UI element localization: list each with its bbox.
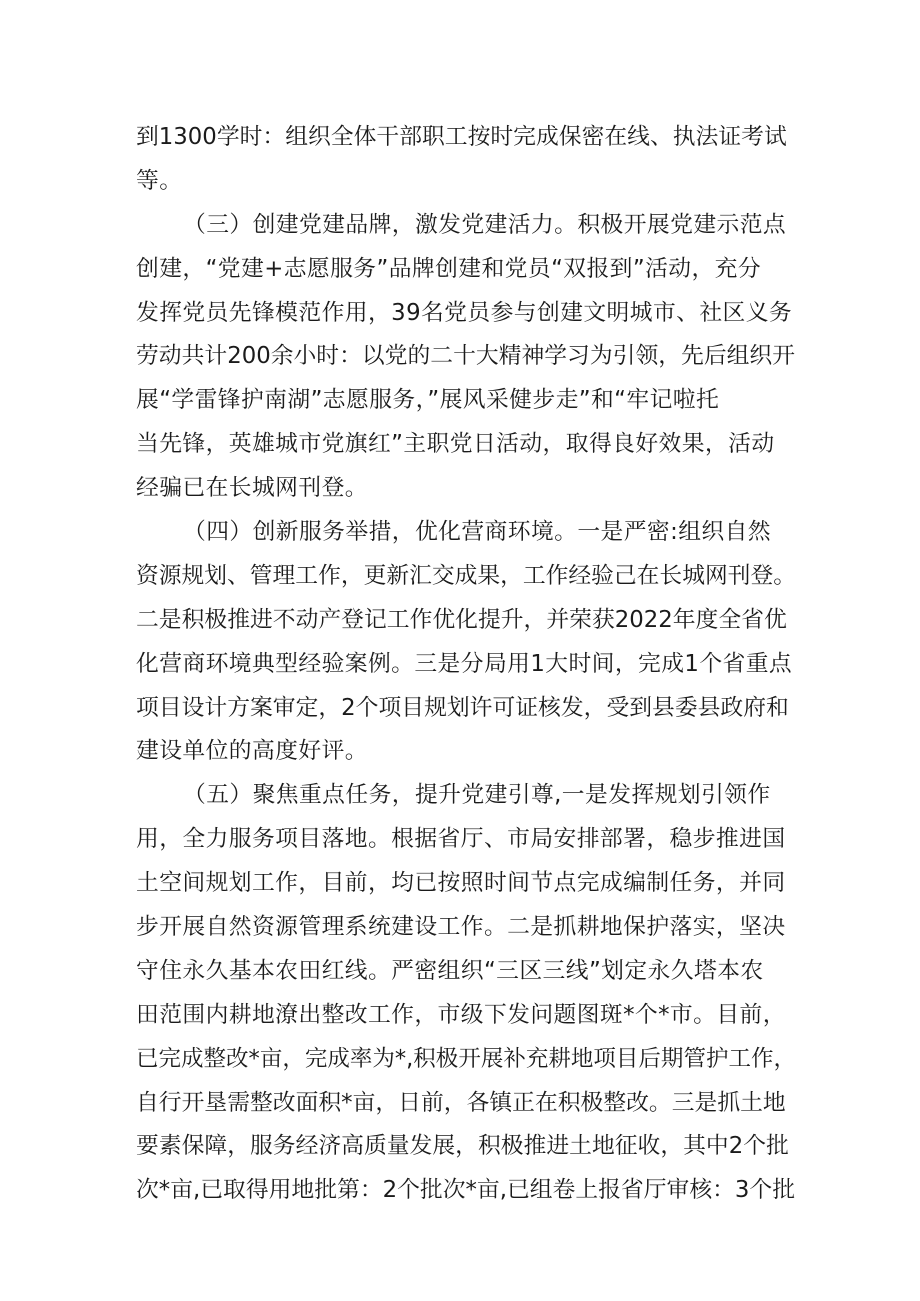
text-line: 创建，“党建+志愿服务”品牌创建和党员“双报到”活动，充分 (136, 255, 762, 282)
section-heading-4: （四）创新服务举措，优化营商环境。一是严密:组织自然 (183, 519, 772, 546)
section-heading-5: （五）聚焦重点任务，提升党建引尊,一是发挥规划引领作 (183, 782, 771, 809)
text-line: 用，全力服务项目落地。根据省厅、市局安排部署，稳步推进国 (136, 826, 786, 853)
text-line: 自行开垦需整改面积*亩，日前，各镇正在积极整改。三是抓土地 (136, 1089, 786, 1116)
text-line: 建设单位的高度好评。 (136, 738, 368, 765)
text-line: 当先锋，英雄城市党旗红”主职党日活动，取得良好效果，活动 (136, 431, 775, 458)
text-line: 化营商环境典型经验案例。三是分局用1大时间，完成1个省重点 (136, 650, 793, 677)
section-heading-3: （三）创建党建品牌，激发党建活力。积极开展党建示范点 (183, 211, 787, 238)
text-line: 已完成整改*亩，完成率为*,积极开展补充耕地项目后期管护工作， (136, 1045, 797, 1072)
text-line: 劳动共计200余小时：以党的二十大精神学习为引领，先后组织开 (136, 343, 796, 370)
text-line: 要素保障，服务经济高质量发展，积极推进土地征收，其中2个批 (136, 1133, 789, 1160)
text-line: 到1300学时：组织全体干部职工按时完成保密在线、执法证考试 (136, 124, 787, 150)
text-line: 田范围内耕地潦出整改工作，市级下发问题图斑*个*市。目前， (136, 1001, 786, 1028)
text-line: 等。 (136, 167, 183, 194)
text-line: 资源规划、管理工作，更新汇交成果，工作经验己在长城网刊登。 (136, 562, 796, 589)
text-line: 二是积极推进不动产登记工作优化提升，并荣获2022年度全省优 (136, 606, 787, 633)
text-line: 土空间规划工作，目前，均已按照时间节点完成编制任务，并同 (136, 870, 786, 897)
text-line: 展“学雷锋护南湖”志愿服务，”展风采健步走”和“牢记啦托 (136, 387, 720, 414)
body-text (136, 116, 796, 1213)
text-line: 次*亩,已取得用地批第：2个批次*亩,已组卷上报省厅审核：3个批 (136, 1177, 796, 1204)
text-line: 步开展自然资源管理系统建设工作。二是抓耕地保护落实，坚决 (136, 914, 786, 941)
text-line: 项目设计方案审定，2个项目规划许可证核发，受到县委县政府和 (136, 694, 789, 721)
text-line: 守住永久基本农田红线。严密组织“三区三线”划定永久塔本农 (136, 957, 764, 984)
text-line: 经骗已在长城网刊登。 (136, 475, 368, 502)
text-line: 发挥党员先锋模范作用，39名党员参与创建文明城市、社区义务 (136, 299, 793, 326)
